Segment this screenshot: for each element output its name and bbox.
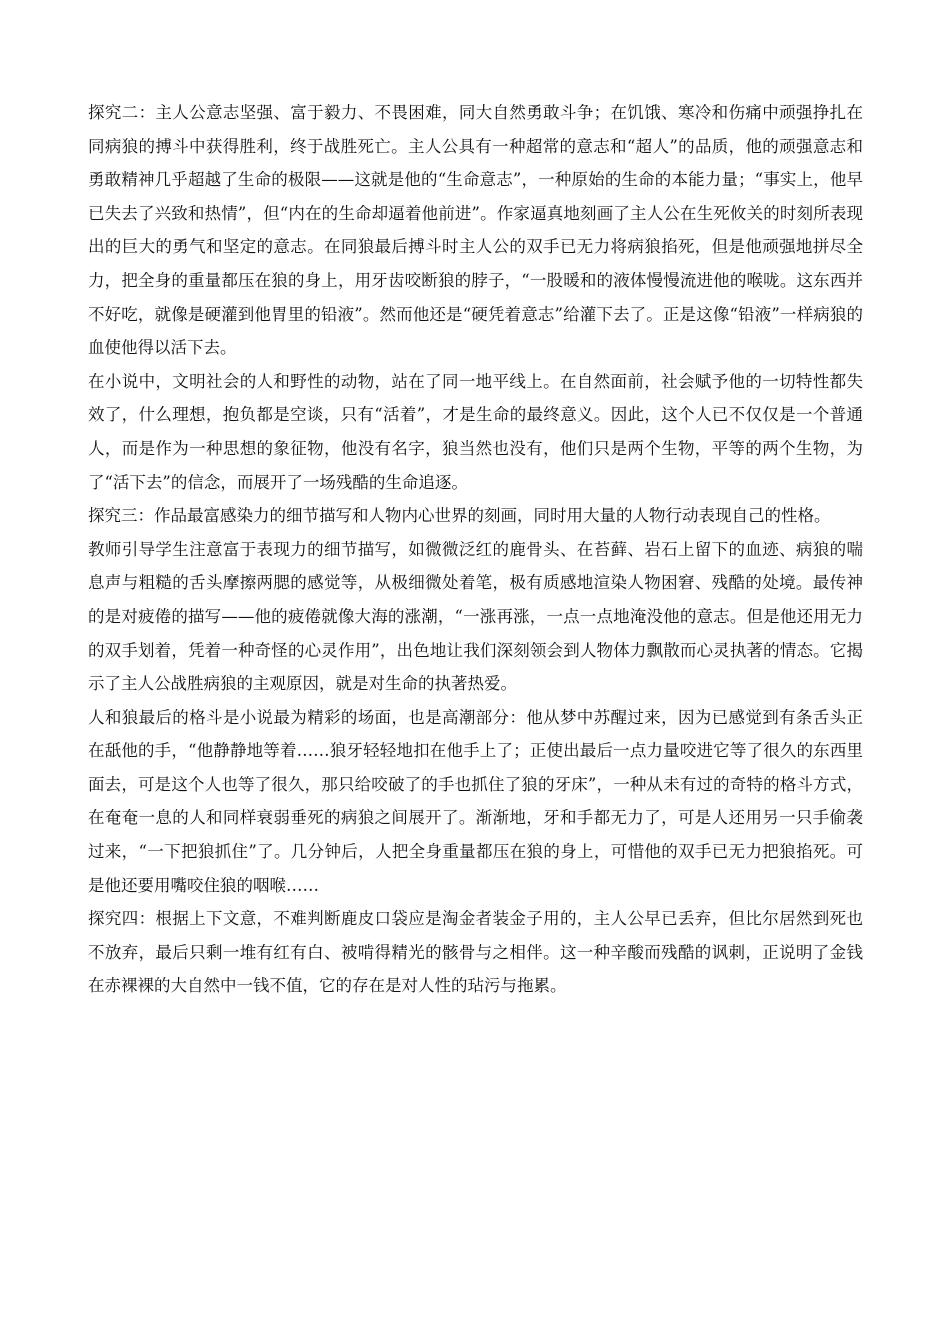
paragraph-inquiry-four: 探究四：根据上下文意，不难判断鹿皮口袋应是淘金者装金子用的，主人公早已丢弃，但比尔居然到死也不放弃，最后只剩一堆有红有白、被啃得精光的骸骨与之相伴。这一种辛酸而残酷的讽刺，正说明了金钱在赤裸裸的大自然中一钱不值，它的存在是对人性的玷污与拖累。 [88, 909, 863, 996]
paragraph-inquiry-three: 探究三：作品最富感染力的细节描写和人物内心世界的刻画，同时用大量的人物行动表现自己的性格。 [88, 506, 831, 526]
paragraph-final-fight: 人和狼最后的格斗是小说最为精彩的场面，也是高潮部分：他从梦中苏醒过来，因为已感觉到有条舌头正在舐他的手，“他静静地等着……狼牙轻轻地扣在他手上了；正使出最后一点力量咬进它等了很久的东西里面去，可是这个人也等了很久，那只给咬破了的手也抓住了狼的牙床”，一种从未有过的奇特的格斗方式，在奄奄一息的人和同样衰弱垂死的病狼之间展开了。渐渐地，牙和手都无力了，可是人还用另一只手偷袭过来，“一下把狼抓住”了。几分钟后，人把全身重量都压在狼的身上，可惜他的双手已无力把狼掐死。可是他还要用嘴咬住狼的咽喉…… [88, 707, 863, 895]
document-body [88, 96, 863, 1003]
paragraph-detail-description: 教师引导学生注意富于表现力的细节描写，如微微泛红的鹿骨头、在苔藓、岩石上留下的血迹、病狼的喘息声与粗糙的舌头摩擦两腮的感觉等，从极细微处着笔，极有质感地渲染人物困窘、残酷的处境。最传神的是对疲倦的描写——他的疲倦就像大海的涨潮，“一涨再涨，一点一点地淹没他的意志。但是他还用无力的双手划着，凭着一种奇怪的心灵作用”，出色地让我们深刻领会到人物体力飘散而心灵执著的情态。它揭示了主人公战胜病狼的主观原因，就是对生命的执著热爱。 [88, 539, 863, 694]
paragraph-inquiry-two: 探究二：主人公意志坚强、富于毅力、不畏困难，同大自然勇敢斗争；在饥饿、寒冷和伤痛中顽强挣扎在同病狼的搏斗中获得胜利，终于战胜死亡。主人公具有一种超常的意志和“超人”的品质，他的顽强意志和勇敢精神几乎超越了生命的极限——这就是他的“生命意志”，一种原始的生命的本能力量；“事实上，他早已失去了兴致和热情”，但“内在的生命却逼着他前进”。作家逼真地刻画了主人公在生死攸关的时刻所表现出的巨大的勇气和坚定的意志。在同狼最后搏斗时主人公的双手已无力将病狼掐死，但是他顽强地拼尽全力，把全身的重量都压在狼的身上，用牙齿咬断狼的脖子，“一股暖和的液体慢慢流进他的喉咙。这东西并不好吃，就像是硬灌到他胃里的铅液”。然而他还是“硬凭着意志”给灌下去了。正是这像“铅液”一样病狼的血使他得以活下去。 [88, 103, 863, 358]
paragraph-civilization-vs-nature: 在小说中，文明社会的人和野性的动物，站在了同一地平线上。在自然面前，社会赋予他的一切特性都失效了，什么理想，抱负都是空谈，只有“活着”，才是生命的最终意义。因此，这个人已不仅仅是一个普通人，而是作为一种思想的象征物，他没有名字，狼当然也没有，他们只是两个生物，平等的两个生物，为了“活下去”的信念，而展开了一场残酷的生命追逐。 [88, 371, 863, 492]
